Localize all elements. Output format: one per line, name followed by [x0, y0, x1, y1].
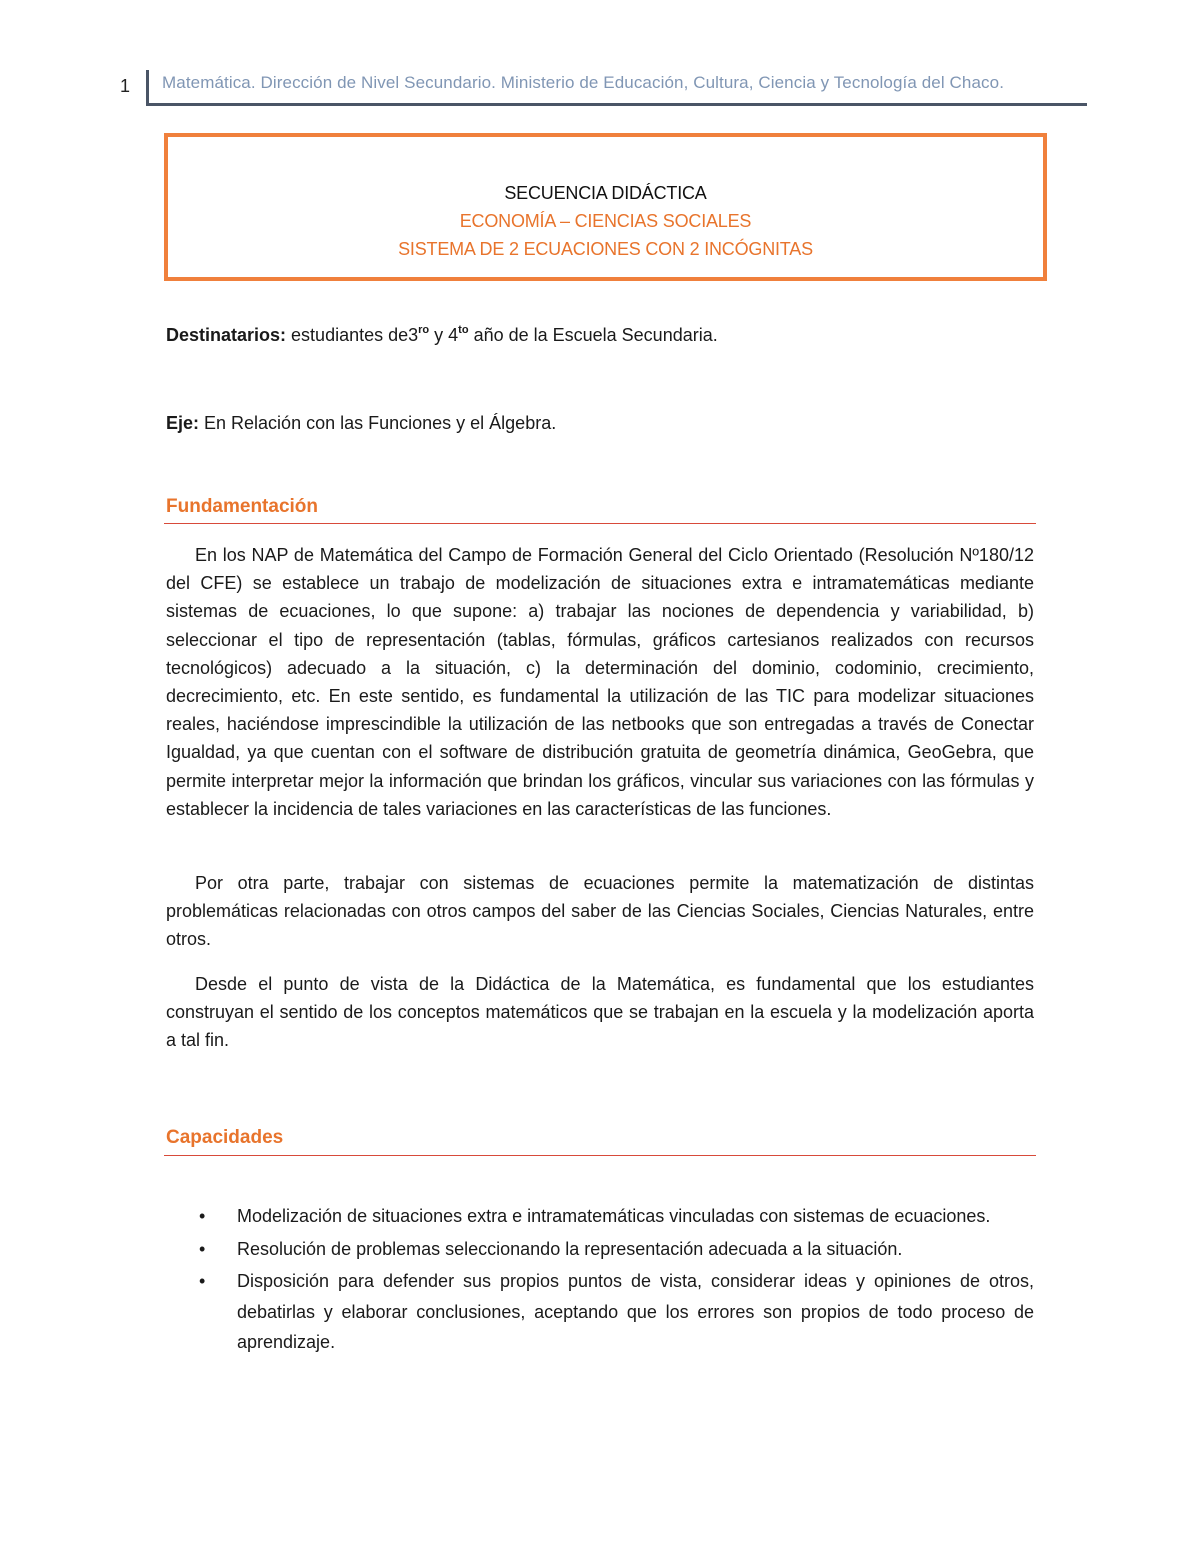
bullet-icon: • — [199, 1206, 206, 1226]
list-item — [166, 1234, 1034, 1265]
capacidades-list — [166, 1201, 1034, 1360]
capacidades-rule — [164, 1155, 1036, 1156]
destinatarios-text-before: estudiantes de3 — [286, 325, 419, 345]
fundamentacion-paragraph-2: Por otra parte, trabajar con sistemas de ecuaciones permite la matematización de distintas problemáticas relacionadas con otros campos del saber de las Ciencias Sociales, Ciencias Naturales, entre otros. — [166, 873, 1034, 950]
eje-line — [166, 413, 556, 434]
bullet-icon: • — [199, 1238, 206, 1259]
list-item-text: Resolución de problemas seleccionando la representación adecuada a la situación. — [237, 1238, 903, 1259]
header-horizontal-rule — [146, 103, 1087, 106]
list-item-text: Modelización de situaciones extra e intramatemáticas vinculadas con sistemas de ecuaciones. — [237, 1206, 991, 1226]
destinatarios-sup-ro: ro — [418, 324, 430, 336]
header-vertical-rule — [146, 70, 149, 106]
document-topic: SISTEMA DE 2 ECUACIONES CON 2 INCÓGNITAS — [398, 239, 813, 259]
fundamentacion-rule — [164, 523, 1036, 524]
destinatarios-text-after: año de la Escuela Secundaria. — [468, 325, 718, 345]
document-title: SECUENCIA DIDÁCTICA — [504, 183, 707, 203]
fundamentacion-paragraph-3: Desde el punto de vista de la Didáctica de la Matemática, es fundamental que los estudiantes construyan el sentido de los conceptos matemáticos que se trabajan en la escuela y la modelización aporta a tal fin. — [166, 974, 1034, 1051]
eje-text: En Relación con las Funciones y el Álgebra. — [199, 413, 557, 433]
eje-label: Eje: — [166, 413, 200, 433]
list-item-text: Disposición para defender sus propios puntos de vista, considerar ideas y opiniones de otros, debatirlas y elaborar conclusiones, aceptando que los errores son propios de todo proceso de aprendizaje. — [237, 1271, 1034, 1352]
destinatarios-line — [166, 325, 718, 346]
destinatarios-text-mid: y 4 — [429, 325, 459, 345]
list-item — [166, 1201, 1034, 1232]
list-item — [166, 1266, 1034, 1358]
fundamentacion-paragraph-1: En los NAP de Matemática del Campo de Formación General del Ciclo Orientado (Resolución Nº180/12 del CFE) se establece un trabajo de modelización de situaciones extra e intramatemáticas mediante sistemas de ecuaciones, lo que supone: a) trabajar las nociones de dependencia y variabilidad, b) seleccionar el tipo de representación (tablas, fórmulas, gráficos cartesianos realizados con recursos tecnológicos) adecuado a la situación, c) la determinación del dominio, codominio, crecimiento, decrecimiento, etc. En este sentido, es fundamental la utilización de las TIC para modelizar situaciones reales, haciéndose imprescindible la utilización de las netbooks que son entregadas a través de Conectar Igualdad, ya que cuentan con el software de distribución gratuita de geometría dinámica, GeoGebra, que permite interpretar mejor la información que brindan los gráficos, vincular sus variaciones con las fórmulas y establecer la incidencia de tales variaciones en las características de las funciones. — [166, 545, 1034, 819]
destinatarios-sup-to: to — [458, 324, 469, 336]
page-number: 1 — [120, 76, 131, 96]
running-header: Matemática. Dirección de Nivel Secundario. Ministerio de Educación, Cultura, Ciencia y Tecnología del Chaco. — [162, 73, 1005, 92]
fundamentacion-heading: Fundamentación — [166, 496, 319, 517]
destinatarios-label: Destinatarios: — [166, 325, 287, 345]
title-box — [164, 133, 1047, 281]
document-subject: ECONOMÍA – CIENCIAS SOCIALES — [459, 211, 752, 231]
capacidades-heading: Capacidades — [166, 1127, 284, 1148]
bullet-icon: • — [199, 1271, 206, 1291]
